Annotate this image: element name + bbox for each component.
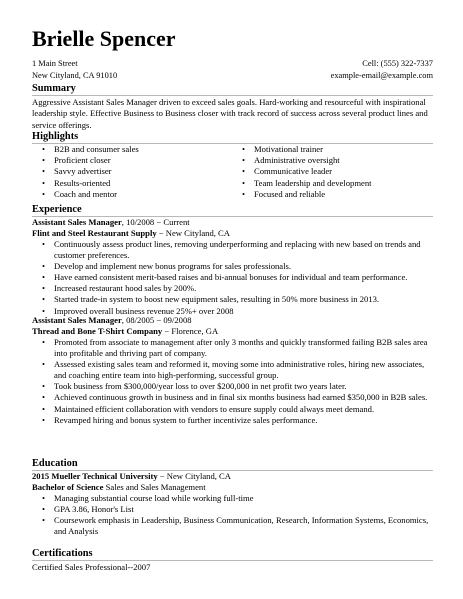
- education-heading: Education: [32, 458, 78, 469]
- job-bullet: • Continuously assess product lines, removing underperforming and replacing with new based on trends and customer preferences.: [32, 239, 436, 261]
- highlight-item: • Proficient closer: [32, 155, 139, 166]
- job-dates: , 08/2005 − 09/2008: [121, 315, 192, 325]
- job-bullet: • Increased restaurant hood sales by 200%.: [32, 283, 436, 294]
- job-bullet: • Achieved continuous growth in business and in final six months business had earned $350,000 in B2B sales.: [32, 392, 436, 403]
- job-location: − Florence, GA: [162, 326, 219, 336]
- highlights-right-column: [232, 144, 372, 200]
- job-bullet: • Maintained efficient collaboration with vendors to ensure supply could always meet demand.: [32, 404, 436, 415]
- highlight-item: • Communicative leader: [232, 166, 372, 177]
- highlight-item: • Team leadership and development: [232, 178, 372, 189]
- job-bullet: • Improved overall business revenue 25%+ over 2008: [32, 306, 436, 317]
- job-company-line: [32, 326, 218, 337]
- contact-block: [331, 58, 433, 81]
- job-bullet: • Have earned consistent merit-based raises and bi-annual bonuses for individual and team performance.: [32, 272, 436, 283]
- education-school-line: [32, 471, 231, 482]
- school-name: 2015 Mueller Technical University: [32, 471, 158, 481]
- highlight-item: • Administrative oversight: [232, 155, 372, 166]
- job-bullet: • Develop and implement new bonus programs for sales professionals.: [32, 261, 436, 272]
- city-address: New Cityland, CA 91010: [32, 70, 118, 80]
- degree-name: Bachelor of Science: [32, 482, 104, 492]
- job-title-line: [32, 315, 192, 326]
- experience-heading: Experience: [32, 204, 82, 215]
- job-bullet: • Started trade-in system to boost new equipment sales, resulting in 50% more business in 2013.: [32, 294, 436, 305]
- job-company: Thread and Bone T-Shirt Company: [32, 326, 163, 336]
- street-address: 1 Main Street: [32, 59, 78, 68]
- job-bullets: [32, 239, 436, 317]
- highlight-item: • Coach and mentor: [32, 189, 139, 200]
- job-role: Assistant Sales Manager: [32, 315, 122, 325]
- job-location: − New Cityland, CA: [156, 228, 230, 238]
- education-bullet: • Coursework emphasis in Leadership, Business Communication, Research, Information Systems, Economics, and Analysis: [32, 515, 436, 537]
- job-bullet: • Assessed existing sales team and reformed it, moving some into administrative roles, hiring new associates, and coaching entire team into high-performing, successful group.: [32, 359, 436, 381]
- certification-item: Certified Sales Professional--2007: [32, 562, 151, 572]
- phone-number: Cell: (555) 322-7337: [362, 59, 433, 68]
- education-bullet: • GPA 3.86, Honor's List: [32, 504, 436, 515]
- job-company: Flint and Steel Restaurant Supply: [32, 228, 157, 238]
- job-bullets: [32, 337, 436, 426]
- job-dates: , 10/2008 − Current: [121, 217, 190, 227]
- summary-divider: [32, 95, 433, 96]
- job-bullet: • Promoted from associate to management after only 3 months and quickly transformed failing B2B sales area into profitable and thriving part of company.: [32, 337, 436, 359]
- job-title-line: [32, 217, 190, 228]
- highlights-left-column: [32, 144, 139, 200]
- summary-heading: Summary: [32, 83, 76, 94]
- certifications-heading: Certifications: [32, 548, 93, 559]
- address-block: [32, 58, 117, 81]
- highlight-item: • B2B and consumer sales: [32, 144, 139, 155]
- job-bullet: • Revamped hiring and bonus system to further incentivize sales performance.: [32, 415, 436, 426]
- degree-field: Sales and Sales Management: [103, 482, 206, 492]
- education-bullets: [32, 493, 436, 537]
- job-company-line: [32, 228, 230, 239]
- highlight-item: • Motivational trainer: [232, 144, 372, 155]
- highlight-item: • Focused and reliable: [232, 189, 372, 200]
- summary-text: Aggressive Assistant Sales Manager driven to exceed sales goals. Hard-working and resourceful with inspirational leadership style. Effective Business to Business closer with track record of success across several product lines and service offerings.: [32, 97, 428, 130]
- school-location: − New Cityland, CA: [157, 471, 231, 481]
- highlight-item: • Results-oriented: [32, 178, 139, 189]
- email-address: example-email@example.com: [330, 70, 433, 80]
- candidate-name: Brielle Spencer: [32, 26, 176, 51]
- education-degree-line: [32, 482, 206, 493]
- highlights-heading: Highlights: [32, 131, 79, 142]
- job-role: Assistant Sales Manager: [32, 217, 122, 227]
- job-bullet: • Took business from $300,000/year loss to over $200,000 in net profit two years later.: [32, 381, 436, 392]
- education-bullet: • Managing substantial course load while working full-time: [32, 493, 436, 504]
- highlight-item: • Savvy advertiser: [32, 166, 139, 177]
- certifications-divider: [32, 560, 433, 561]
